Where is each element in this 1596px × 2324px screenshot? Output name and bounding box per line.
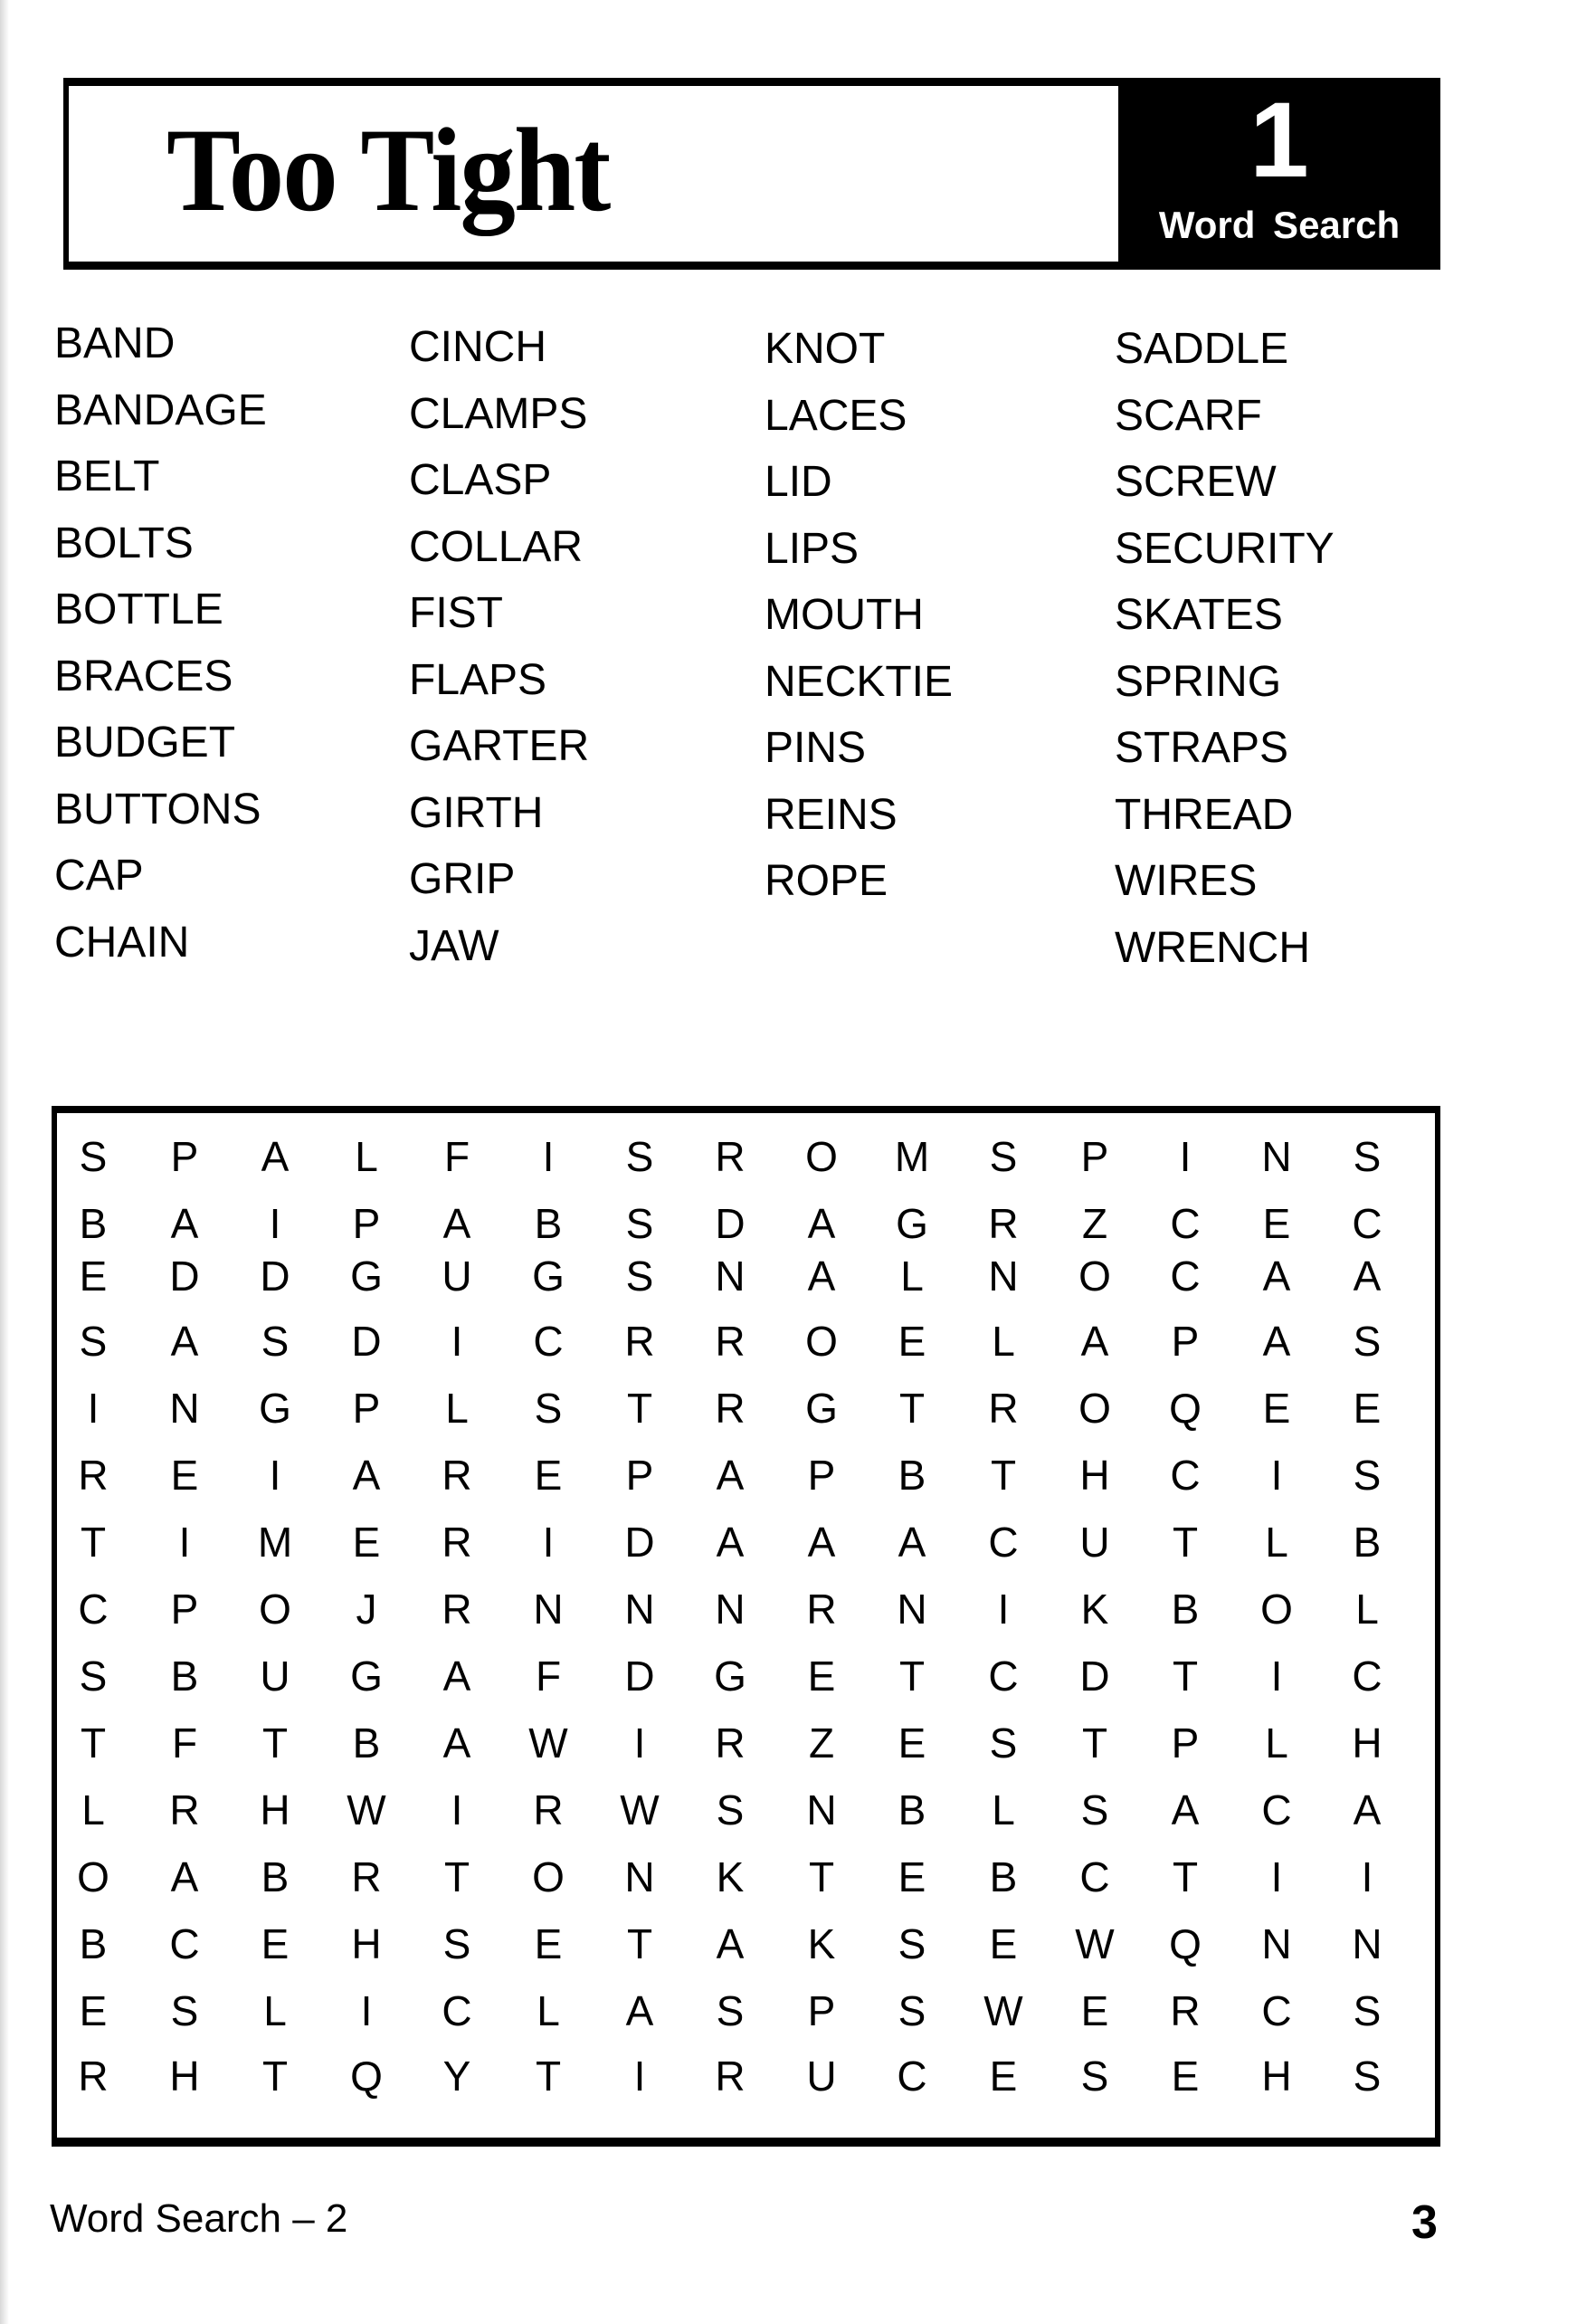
grid-letter[interactable]: A xyxy=(716,1920,745,1967)
grid-row xyxy=(57,1783,1435,1837)
grid-letter[interactable]: E xyxy=(1262,1200,1291,1247)
grid-letter[interactable]: G xyxy=(714,1653,746,1700)
grid-letter[interactable]: N xyxy=(533,1586,564,1633)
grid-letter[interactable]: I xyxy=(178,1519,191,1566)
grid-letter[interactable]: E xyxy=(534,1920,563,1967)
grid-letter[interactable]: A xyxy=(352,1452,381,1499)
grid-letter[interactable]: B xyxy=(1171,1586,1200,1633)
grid-letter[interactable]: O xyxy=(532,1853,565,1900)
grid-letter[interactable]: A xyxy=(716,1452,745,1499)
grid-letter[interactable]: R xyxy=(1170,1987,1201,2034)
word-list-item: ROPE xyxy=(765,857,888,905)
grid-letter[interactable]: I xyxy=(1179,1133,1192,1180)
grid-letter[interactable]: K xyxy=(716,1853,745,1900)
word-list-item: BELT xyxy=(54,452,160,500)
grid-letter[interactable]: S xyxy=(1080,1786,1109,1833)
grid-letter[interactable]: S xyxy=(716,1786,745,1833)
grid-letter[interactable]: A xyxy=(442,1653,471,1700)
grid-letter[interactable]: A xyxy=(442,1200,471,1247)
grid-letter[interactable]: T xyxy=(443,1853,470,1900)
grid-letter[interactable]: T xyxy=(261,2053,289,2100)
grid-letter[interactable]: S xyxy=(1080,2053,1109,2100)
grid-letter[interactable]: R xyxy=(442,1452,472,1499)
grid-letter[interactable]: I xyxy=(451,1786,463,1833)
grid-row xyxy=(57,1515,1435,1569)
grid-letter[interactable]: S xyxy=(79,1133,108,1180)
grid-letter[interactable]: A xyxy=(807,1200,836,1247)
grid-letter[interactable]: O xyxy=(77,1853,109,1900)
grid-letter[interactable]: W xyxy=(1075,1920,1115,1967)
word-list-item: BOTTLE xyxy=(54,586,223,633)
grid-letter[interactable]: C xyxy=(442,1987,472,2034)
grid-letter[interactable]: O xyxy=(259,1586,291,1633)
grid-letter[interactable]: B xyxy=(261,1853,290,1900)
grid-letter[interactable]: T xyxy=(1081,1719,1108,1767)
grid-letter[interactable]: R xyxy=(533,1786,564,1833)
grid-letter[interactable]: T xyxy=(626,1920,653,1967)
grid-letter[interactable]: P xyxy=(625,1452,654,1499)
grid-letter[interactable]: B xyxy=(79,1920,108,1967)
grid-letter[interactable]: I xyxy=(633,2053,646,2100)
grid-letter[interactable]: A xyxy=(170,1853,199,1900)
grid-letter[interactable]: L xyxy=(537,1987,560,2034)
grid-letter[interactable]: A xyxy=(1353,1252,1382,1300)
puzzle-badge xyxy=(1118,78,1440,270)
word-list-item: SKATES xyxy=(1115,591,1283,639)
grid-letter[interactable]: S xyxy=(442,1920,471,1967)
grid-letter[interactable]: S xyxy=(716,1987,745,2034)
grid-letter[interactable]: E xyxy=(989,2053,1018,2100)
word-list-item: COLLAR xyxy=(409,523,584,571)
grid-letter[interactable]: R xyxy=(78,1452,109,1499)
word-list-item: WRENCH xyxy=(1115,924,1310,972)
grid-letter[interactable]: J xyxy=(356,1586,377,1633)
grid-row xyxy=(57,1196,1435,1251)
grid-letter[interactable]: E xyxy=(1353,1385,1382,1432)
grid-letter[interactable]: O xyxy=(805,1318,838,1365)
grid-letter[interactable]: R xyxy=(988,1385,1019,1432)
grid-letter[interactable]: B xyxy=(170,1653,199,1700)
grid-letter[interactable]: O xyxy=(1078,1252,1111,1300)
grid-row xyxy=(57,2049,1435,2103)
puzzle-number: 1 xyxy=(1249,81,1309,200)
grid-letter[interactable]: F xyxy=(443,1133,470,1180)
grid-letter[interactable]: I xyxy=(360,1987,373,2034)
grid-letter[interactable]: A xyxy=(625,1987,654,2034)
word-list-item: SCARF xyxy=(1115,392,1262,440)
grid-letter[interactable]: S xyxy=(1353,2053,1382,2100)
grid-letter[interactable]: S xyxy=(1353,1318,1382,1365)
grid-letter[interactable]: P xyxy=(352,1385,381,1432)
grid-letter[interactable]: A xyxy=(898,1519,926,1566)
grid-letter[interactable]: E xyxy=(898,1719,926,1767)
grid-letter[interactable]: E xyxy=(170,1452,199,1499)
grid-letter[interactable]: L xyxy=(445,1385,469,1432)
grid-letter[interactable]: R xyxy=(715,2053,746,2100)
word-list-item: SADDLE xyxy=(1115,325,1289,373)
grid-letter[interactable]: B xyxy=(898,1452,926,1499)
grid-letter[interactable]: A xyxy=(807,1519,836,1566)
grid-letter[interactable]: A xyxy=(170,1318,199,1365)
grid-letter[interactable]: A xyxy=(1171,1786,1200,1833)
grid-letter[interactable]: C xyxy=(78,1586,109,1633)
word-list-item: THREAD xyxy=(1115,791,1294,839)
grid-letter[interactable]: B xyxy=(989,1853,1018,1900)
grid-letter[interactable]: E xyxy=(79,1252,108,1300)
grid-letter[interactable]: W xyxy=(983,1987,1023,2034)
grid-letter[interactable]: Q xyxy=(1169,1920,1202,1967)
grid-letter[interactable]: I xyxy=(451,1318,463,1365)
word-list-item: BUTTONS xyxy=(54,786,261,833)
grid-letter[interactable]: A xyxy=(170,1200,199,1247)
grid-letter[interactable]: H xyxy=(1079,1452,1110,1499)
grid-letter[interactable]: E xyxy=(898,1853,926,1900)
grid-letter[interactable]: O xyxy=(805,1133,838,1180)
word-list-item: BRACES xyxy=(54,652,233,700)
grid-letter[interactable]: R xyxy=(442,1586,472,1633)
grid-letter[interactable]: C xyxy=(1170,1452,1201,1499)
grid-row xyxy=(57,1850,1435,1904)
grid-row xyxy=(57,1314,1435,1368)
grid-letter[interactable]: B xyxy=(898,1786,926,1833)
grid-letter[interactable]: N xyxy=(988,1252,1019,1300)
grid-letter[interactable]: S xyxy=(261,1318,290,1365)
grid-letter[interactable]: T xyxy=(80,1719,107,1767)
grid-letter[interactable]: A xyxy=(1262,1318,1291,1365)
grid-letter[interactable]: S xyxy=(625,1133,654,1180)
grid-letter[interactable]: E xyxy=(898,1318,926,1365)
word-list-item: REINS xyxy=(765,791,898,839)
grid-row xyxy=(57,1129,1435,1184)
grid-letter[interactable]: C xyxy=(1261,1786,1292,1833)
grid-letter[interactable]: F xyxy=(535,1653,562,1700)
grid-letter[interactable]: R xyxy=(351,1853,382,1900)
grid-letter[interactable]: T xyxy=(535,2053,562,2100)
grid-letter[interactable]: S xyxy=(170,1987,199,2034)
grid-letter[interactable]: Z xyxy=(1081,1200,1108,1247)
word-list-item: LIPS xyxy=(765,525,860,573)
grid-letter[interactable]: P xyxy=(1080,1133,1109,1180)
grid-letter[interactable]: N xyxy=(715,1586,746,1633)
grid-letter[interactable]: D xyxy=(1079,1653,1110,1700)
letter-grid xyxy=(52,1106,1440,2147)
word-list-item: FLAPS xyxy=(409,656,547,704)
grid-letter[interactable]: D xyxy=(351,1318,382,1365)
grid-letter[interactable]: D xyxy=(624,1653,655,1700)
grid-letter[interactable]: L xyxy=(1355,1586,1379,1633)
word-list-item: CINCH xyxy=(409,323,546,371)
grid-letter[interactable]: S xyxy=(534,1385,563,1432)
grid-letter[interactable]: R xyxy=(169,1786,200,1833)
grid-letter[interactable]: C xyxy=(988,1653,1019,1700)
puzzle-header xyxy=(63,78,1440,270)
grid-letter[interactable]: C xyxy=(1352,1200,1382,1247)
grid-letter[interactable]: G xyxy=(350,1252,383,1300)
grid-letter[interactable]: B xyxy=(534,1200,563,1247)
grid-letter[interactable]: E xyxy=(989,1920,1018,1967)
grid-letter[interactable]: O xyxy=(1260,1586,1293,1633)
word-list-item: CHAIN xyxy=(54,919,190,967)
grid-letter[interactable]: C xyxy=(897,2053,927,2100)
puzzle-type-label: Word Search xyxy=(1158,204,1401,246)
grid-letter[interactable]: H xyxy=(1261,2053,1292,2100)
grid-letter[interactable]: O xyxy=(1078,1385,1111,1432)
grid-letter[interactable]: S xyxy=(1353,1133,1382,1180)
grid-letter[interactable]: I xyxy=(269,1452,281,1499)
grid-letter[interactable]: T xyxy=(808,1853,835,1900)
grid-letter[interactable]: A xyxy=(1080,1318,1109,1365)
grid-letter[interactable]: G xyxy=(532,1252,565,1300)
grid-letter[interactable]: L xyxy=(1265,1719,1288,1767)
grid-letter[interactable]: L xyxy=(355,1133,378,1180)
grid-letter[interactable]: T xyxy=(1172,1653,1199,1700)
grid-letter[interactable]: S xyxy=(1353,1987,1382,2034)
grid-letter[interactable]: G xyxy=(259,1385,291,1432)
grid-letter[interactable]: S xyxy=(625,1200,654,1247)
grid-letter[interactable]: E xyxy=(1171,2053,1200,2100)
grid-letter[interactable]: M xyxy=(257,1519,293,1566)
grid-letter[interactable]: E xyxy=(534,1452,563,1499)
grid-letter[interactable]: I xyxy=(1270,1653,1283,1700)
grid-letter[interactable]: P xyxy=(807,1452,836,1499)
grid-letter[interactable]: I xyxy=(1270,1853,1283,1900)
grid-letter[interactable]: S xyxy=(989,1719,1018,1767)
grid-letter[interactable]: U xyxy=(260,1653,290,1700)
grid-letter[interactable]: Z xyxy=(808,1719,835,1767)
grid-letter[interactable]: R xyxy=(806,1586,837,1633)
grid-letter[interactable]: D xyxy=(715,1200,746,1247)
grid-letter[interactable]: T xyxy=(1172,1519,1199,1566)
grid-letter[interactable]: N xyxy=(806,1786,837,1833)
grid-letter[interactable]: C xyxy=(988,1519,1019,1566)
grid-row xyxy=(57,1381,1435,1435)
word-list-item: BOLTS xyxy=(54,519,194,567)
grid-letter[interactable]: G xyxy=(896,1200,928,1247)
grid-letter[interactable]: B xyxy=(1353,1519,1382,1566)
grid-letter[interactable]: I xyxy=(542,1519,555,1566)
word-list-item: BAND xyxy=(54,319,176,367)
grid-letter[interactable]: T xyxy=(898,1653,926,1700)
grid-letter[interactable]: R xyxy=(715,1318,746,1365)
grid-letter[interactable]: E xyxy=(807,1653,836,1700)
grid-letter[interactable]: B xyxy=(352,1719,381,1767)
grid-letter[interactable]: N xyxy=(169,1385,200,1432)
word-list-item: CLAMPS xyxy=(409,390,588,438)
grid-letter[interactable]: U xyxy=(806,2053,837,2100)
grid-letter[interactable]: A xyxy=(716,1519,745,1566)
grid-letter[interactable]: T xyxy=(898,1385,926,1432)
grid-letter[interactable]: I xyxy=(542,1133,555,1180)
grid-letter[interactable]: K xyxy=(807,1920,836,1967)
grid-letter[interactable]: Q xyxy=(1169,1385,1202,1432)
grid-letter[interactable]: P xyxy=(1171,1318,1200,1365)
grid-letter[interactable]: T xyxy=(990,1452,1017,1499)
grid-letter[interactable]: D xyxy=(169,1252,200,1300)
grid-letter[interactable]: P xyxy=(1171,1719,1200,1767)
scan-edge-shadow xyxy=(0,0,9,2324)
grid-letter[interactable]: S xyxy=(625,1252,654,1300)
grid-letter[interactable]: L xyxy=(992,1318,1015,1365)
grid-letter[interactable]: N xyxy=(1352,1920,1382,1967)
word-list-item: GARTER xyxy=(409,722,590,770)
word-list-item: WIRES xyxy=(1115,857,1258,905)
book-label: Word Search – 2 xyxy=(50,2196,348,2241)
grid-letter[interactable]: H xyxy=(260,1786,290,1833)
word-list-item: STRAPS xyxy=(1115,724,1289,772)
grid-letter[interactable]: R xyxy=(715,1133,746,1180)
grid-row xyxy=(57,1716,1435,1770)
word-list-item: LID xyxy=(765,458,832,506)
grid-letter[interactable]: A xyxy=(1262,1252,1291,1300)
grid-letter[interactable]: S xyxy=(989,1133,1018,1180)
grid-letter[interactable]: N xyxy=(715,1252,746,1300)
word-list-item: SECURITY xyxy=(1115,525,1335,573)
grid-letter[interactable]: L xyxy=(81,1786,105,1833)
grid-letter[interactable]: L xyxy=(1265,1519,1288,1566)
word-list-item: PINS xyxy=(765,724,867,772)
grid-letter[interactable]: T xyxy=(261,1719,289,1767)
grid-letter[interactable]: L xyxy=(992,1786,1015,1833)
page-number: 3 xyxy=(1411,2196,1438,2249)
grid-letter[interactable]: N xyxy=(1261,1920,1292,1967)
word-list-item: SPRING xyxy=(1115,658,1282,706)
grid-letter[interactable]: W xyxy=(347,1786,386,1833)
grid-letter[interactable]: E xyxy=(1262,1385,1291,1432)
grid-letter[interactable]: P xyxy=(170,1133,199,1180)
grid-letter[interactable]: H xyxy=(351,1920,382,1967)
word-list-item: GIRTH xyxy=(409,789,544,837)
grid-row xyxy=(57,1649,1435,1703)
grid-letter[interactable]: P xyxy=(807,1987,836,2034)
grid-letter[interactable]: R xyxy=(442,1519,472,1566)
grid-letter[interactable]: T xyxy=(80,1519,107,1566)
grid-letter[interactable]: M xyxy=(894,1133,930,1180)
grid-letter[interactable]: S xyxy=(79,1653,108,1700)
grid-row xyxy=(57,1249,1435,1303)
grid-letter[interactable]: A xyxy=(1353,1786,1382,1833)
grid-letter[interactable]: S xyxy=(898,1987,926,2034)
grid-letter[interactable]: T xyxy=(1172,1853,1199,1900)
grid-letter[interactable]: A xyxy=(442,1719,471,1767)
grid-letter[interactable]: E xyxy=(79,1987,108,2034)
grid-letter[interactable]: L xyxy=(900,1252,924,1300)
word-list-item: CLASP xyxy=(409,456,552,504)
word-list-item: NECKTIE xyxy=(765,658,954,706)
grid-letter[interactable]: D xyxy=(260,1252,290,1300)
grid-letter[interactable]: W xyxy=(620,1786,660,1833)
grid-letter[interactable]: G xyxy=(805,1385,838,1432)
grid-letter[interactable]: P xyxy=(170,1586,199,1633)
grid-row xyxy=(57,1448,1435,1502)
grid-letter[interactable]: R xyxy=(988,1200,1019,1247)
word-list-item: KNOT xyxy=(765,325,886,373)
word-list-item: LACES xyxy=(765,392,907,440)
word-list-item: JAW xyxy=(409,922,499,970)
grid-letter[interactable]: A xyxy=(261,1133,290,1180)
grid-letter[interactable]: W xyxy=(528,1719,568,1767)
grid-letter[interactable]: U xyxy=(1079,1519,1110,1566)
grid-letter[interactable]: S xyxy=(1353,1452,1382,1499)
grid-letter[interactable]: C xyxy=(1079,1853,1110,1900)
grid-letter[interactable]: I xyxy=(1361,1853,1373,1900)
grid-letter[interactable]: R xyxy=(624,1318,655,1365)
grid-letter[interactable]: I xyxy=(997,1586,1010,1633)
word-list-item: GRIP xyxy=(409,855,516,903)
puzzle-title: Too Tight xyxy=(166,103,610,236)
grid-letter[interactable]: R xyxy=(715,1385,746,1432)
grid-letter[interactable]: E xyxy=(1080,1987,1109,2034)
grid-letter[interactable]: H xyxy=(169,2053,200,2100)
grid-letter[interactable]: U xyxy=(442,1252,472,1300)
grid-letter[interactable]: H xyxy=(1352,1719,1382,1767)
grid-letter[interactable]: C xyxy=(1170,1200,1201,1247)
grid-letter[interactable]: N xyxy=(624,1586,655,1633)
grid-letter[interactable]: E xyxy=(261,1920,290,1967)
grid-letter[interactable]: S xyxy=(898,1920,926,1967)
grid-letter[interactable]: I xyxy=(269,1200,281,1247)
grid-letter[interactable]: T xyxy=(626,1385,653,1432)
grid-letter[interactable]: C xyxy=(1261,1987,1292,2034)
word-list-item: MOUTH xyxy=(765,591,924,639)
grid-letter[interactable]: R xyxy=(78,2053,109,2100)
grid-letter[interactable]: C xyxy=(533,1318,564,1365)
grid-letter[interactable]: N xyxy=(897,1586,927,1633)
word-list-item: CAP xyxy=(54,852,144,900)
word-list-item: BANDAGE xyxy=(54,386,267,434)
grid-letter[interactable]: S xyxy=(79,1318,108,1365)
grid-letter[interactable]: I xyxy=(633,1719,646,1767)
word-list-item: FIST xyxy=(409,589,503,637)
grid-letter[interactable]: C xyxy=(1352,1653,1382,1700)
grid-letter[interactable]: B xyxy=(79,1200,108,1247)
grid-letter[interactable]: F xyxy=(171,1719,198,1767)
grid-letter[interactable]: Y xyxy=(442,2053,471,2100)
word-list-item: SCREW xyxy=(1115,458,1277,506)
grid-letter[interactable]: G xyxy=(350,1653,383,1700)
grid-letter[interactable]: A xyxy=(807,1252,836,1300)
grid-letter[interactable]: C xyxy=(1170,1252,1201,1300)
grid-letter[interactable]: P xyxy=(352,1200,381,1247)
grid-letter[interactable]: L xyxy=(263,1987,287,2034)
word-list-item: BUDGET xyxy=(54,719,236,767)
grid-letter[interactable]: C xyxy=(169,1920,200,1967)
grid-letter[interactable]: I xyxy=(1270,1452,1283,1499)
grid-letter[interactable]: D xyxy=(624,1519,655,1566)
grid-letter[interactable]: Q xyxy=(350,2053,383,2100)
grid-row xyxy=(57,1582,1435,1636)
grid-letter[interactable]: R xyxy=(715,1719,746,1767)
grid-letter[interactable]: N xyxy=(1261,1133,1292,1180)
grid-letter[interactable]: N xyxy=(624,1853,655,1900)
grid-letter[interactable]: I xyxy=(87,1385,100,1432)
grid-row xyxy=(57,1984,1435,2038)
grid-row xyxy=(57,1917,1435,1971)
grid-letter[interactable]: K xyxy=(1080,1586,1109,1633)
grid-letter[interactable]: E xyxy=(352,1519,381,1566)
